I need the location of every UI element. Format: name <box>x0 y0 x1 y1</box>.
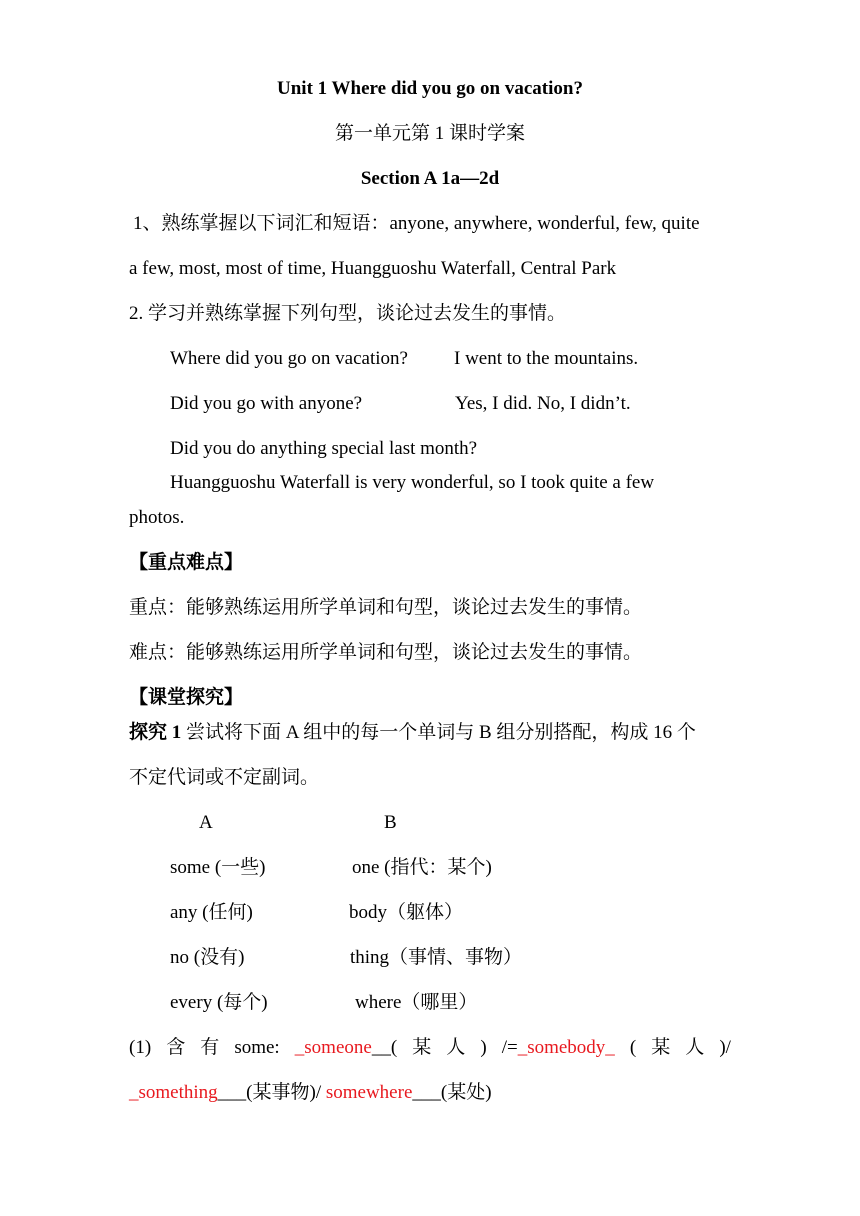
answer-text: ___(某处) <box>412 1082 492 1103</box>
answer-text: 有 <box>200 1037 220 1058</box>
sentence-4-line-2: photos. <box>129 507 185 528</box>
word-a-1: some (一些) <box>170 857 266 878</box>
answer-text: (1) <box>129 1037 152 1058</box>
answer-text: ( <box>629 1037 637 1058</box>
answer-text: 人 <box>446 1037 466 1058</box>
answer-line-2 <box>129 1081 492 1105</box>
task-1-text: 尝试将下面 A 组中的每一个单词与 B 组分别搭配，构成 16 个 <box>181 722 696 743</box>
task-1-line-1 <box>129 721 696 745</box>
sentence-4-line-1: Huangguoshu Waterfall is very wonderful, so I took quite a few <box>170 472 655 493</box>
word-b-4: where（哪里） <box>355 992 478 1013</box>
section-heading: Section A 1a—2d <box>360 168 500 189</box>
key-points-heading: 【重点难点】 <box>129 552 244 573</box>
answer-someone: _someone <box>294 1037 372 1058</box>
answer-somewhere: somewhere <box>325 1082 413 1103</box>
explore-heading: 【课堂探究】 <box>129 687 244 708</box>
answer-text: 某 <box>412 1037 432 1058</box>
column-b-header: B <box>384 812 397 833</box>
sentence-question-3: Did you do anything special last month? <box>170 438 478 459</box>
answer-text: )/ <box>719 1037 731 1058</box>
answer-text: 某 <box>651 1037 671 1058</box>
answer-text: ___(某事物)/ <box>217 1082 326 1103</box>
objective-1-line-2: a few, most, most of time, Huangguoshu Waterfall, Central Park <box>129 258 617 279</box>
sentence-answer-2: Yes, I did. No, I didn’t. <box>455 393 631 414</box>
sentence-question-2: Did you go with anyone? <box>170 393 363 414</box>
answer-text: 含 <box>166 1037 186 1058</box>
objective-1-line-1: 1、熟练掌握以下词汇和短语：anyone, anywhere, wonderful, few, quite <box>133 213 700 234</box>
word-b-1: one (指代：某个) <box>352 857 492 878</box>
word-b-3: thing（事情、事物） <box>350 947 523 968</box>
answer-text: some: <box>234 1037 280 1058</box>
sentence-question-1: Where did you go on vacation? <box>170 348 408 369</box>
answer-text: /= <box>501 1037 518 1058</box>
difficult-point: 难点：能够熟练运用所学单词和句型，谈论过去发生的事情。 <box>129 642 643 663</box>
answer-text: ) <box>480 1037 487 1058</box>
document-title: Unit 1 Where did you go on vacation? <box>277 78 583 99</box>
word-a-2: any (任何) <box>170 902 253 923</box>
lesson-subtitle: 第一单元第 1 课时学案 <box>334 123 525 144</box>
answer-text: 人 <box>685 1037 705 1058</box>
sentence-answer-1: I went to the mountains. <box>454 348 639 369</box>
column-a-header: A <box>199 812 213 833</box>
word-a-4: every (每个) <box>170 992 268 1013</box>
task-1-label: 探究 1 <box>129 722 182 743</box>
answer-line-1 <box>129 1036 731 1060</box>
word-a-3: no (没有) <box>170 947 245 968</box>
answer-somebody: _somebody_ <box>517 1037 615 1058</box>
key-point: 重点：能够熟练运用所学单词和句型，谈论过去发生的事情。 <box>129 597 643 618</box>
word-b-2: body（躯体） <box>349 902 464 923</box>
objective-2: 2. 学习并熟练掌握下列句型，谈论过去发生的事情。 <box>129 303 567 324</box>
answer-something: _something <box>129 1082 218 1103</box>
answer-text: __( <box>371 1037 398 1058</box>
task-1-line-2: 不定代词或不定副词。 <box>129 767 320 788</box>
